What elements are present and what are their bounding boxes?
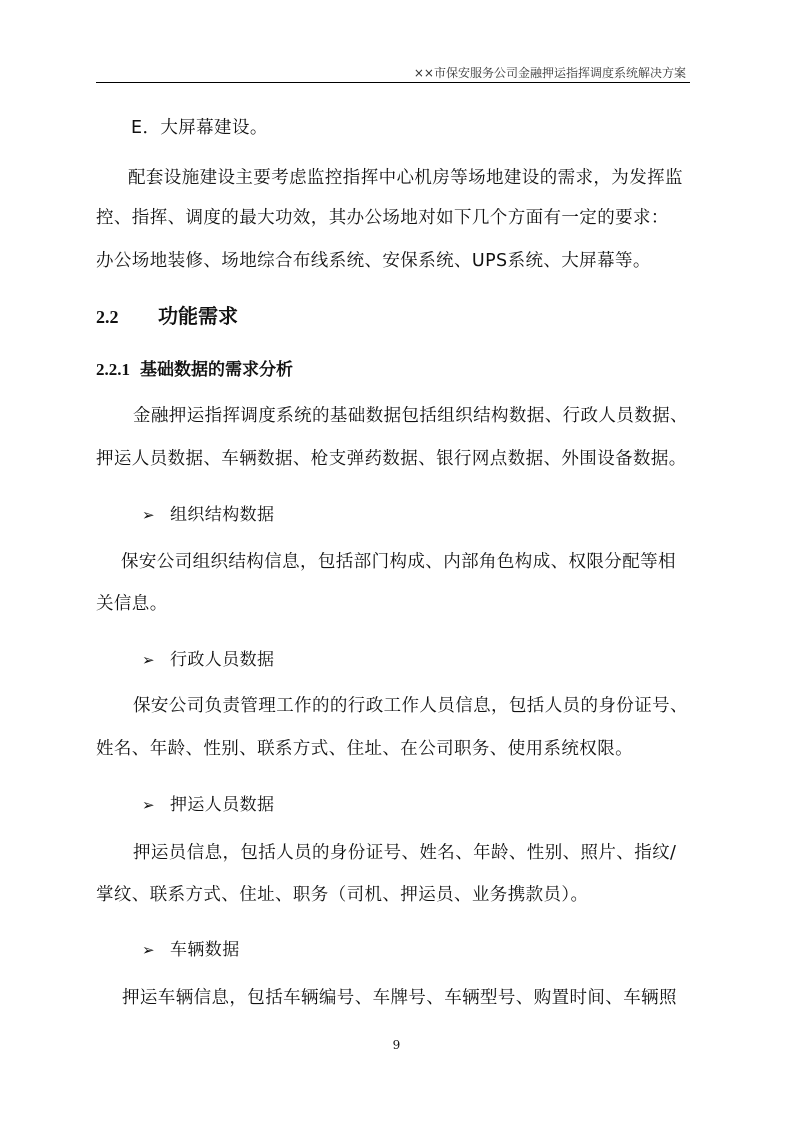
bullet-item bbox=[142, 500, 274, 525]
running-header: ××市保安服务公司金融押运指挥调度系统解决方案 bbox=[413, 66, 686, 80]
bullet-item bbox=[142, 645, 274, 670]
bullet-label: 组织结构数据 bbox=[170, 505, 275, 525]
text-line: 金融押运指挥调度系统的基础数据包括组织结构数据、行政人员数据、 bbox=[133, 406, 688, 426]
arrow-bullet-icon: ➢ bbox=[142, 941, 155, 959]
text-line: 姓名、年龄、性别、联系方式、住址、在公司职务、使用系统权限。 bbox=[96, 739, 633, 759]
text-line: 保安公司组织结构信息，包括部门构成、内部角色构成、权限分配等相 bbox=[121, 552, 676, 572]
bullet-item bbox=[142, 790, 274, 815]
arrow-bullet-icon: ➢ bbox=[142, 796, 155, 814]
text-line: E．大屏幕建设。 bbox=[131, 118, 268, 138]
text-line: 押运员信息，包括人员的身份证号、姓名、年龄、性别、照片、指纹/ bbox=[133, 843, 677, 863]
section-number: 2.2 bbox=[96, 307, 119, 327]
text-line: 关信息。 bbox=[96, 594, 168, 614]
section-heading bbox=[96, 300, 238, 329]
bullet-item bbox=[142, 935, 240, 960]
subsection-number: 2.2.1 bbox=[96, 360, 130, 379]
bullet-label: 押运人员数据 bbox=[170, 795, 275, 815]
bullet-label: 行政人员数据 bbox=[170, 650, 275, 670]
text-line: 配套设施建设主要考虑监控指挥中心机房等场地建设的需求，为发挥监 bbox=[128, 168, 683, 188]
bullet-label: 车辆数据 bbox=[170, 940, 240, 960]
header-rule bbox=[96, 82, 690, 83]
text-line: 控、指挥、调度的最大功效，其办公场地对如下几个方面有一定的要求： bbox=[96, 208, 669, 228]
arrow-bullet-icon: ➢ bbox=[142, 651, 155, 669]
page-number: 9 bbox=[392, 1038, 401, 1052]
text-line: 掌纹、联系方式、住址、职务（司机、押运员、业务携款员）。 bbox=[96, 885, 589, 905]
text-line: 保安公司负责管理工作的的行政工作人员信息，包括人员的身份证号、 bbox=[133, 696, 688, 716]
subsection-heading bbox=[96, 355, 293, 380]
arrow-bullet-icon: ➢ bbox=[142, 506, 155, 524]
text-line: 办公场地装修、场地综合布线系统、安保系统、UPS系统、大屏幕等。 bbox=[96, 251, 651, 271]
subsection-title: 基础数据的需求分析 bbox=[140, 360, 293, 380]
text-line: 押运人员数据、车辆数据、枪支弹药数据、银行网点数据、外围设备数据。 bbox=[96, 449, 687, 469]
section-title: 功能需求 bbox=[158, 304, 238, 328]
text-line: 押运车辆信息，包括车辆编号、车牌号、车辆型号、购置时间、车辆照 bbox=[122, 988, 677, 1008]
